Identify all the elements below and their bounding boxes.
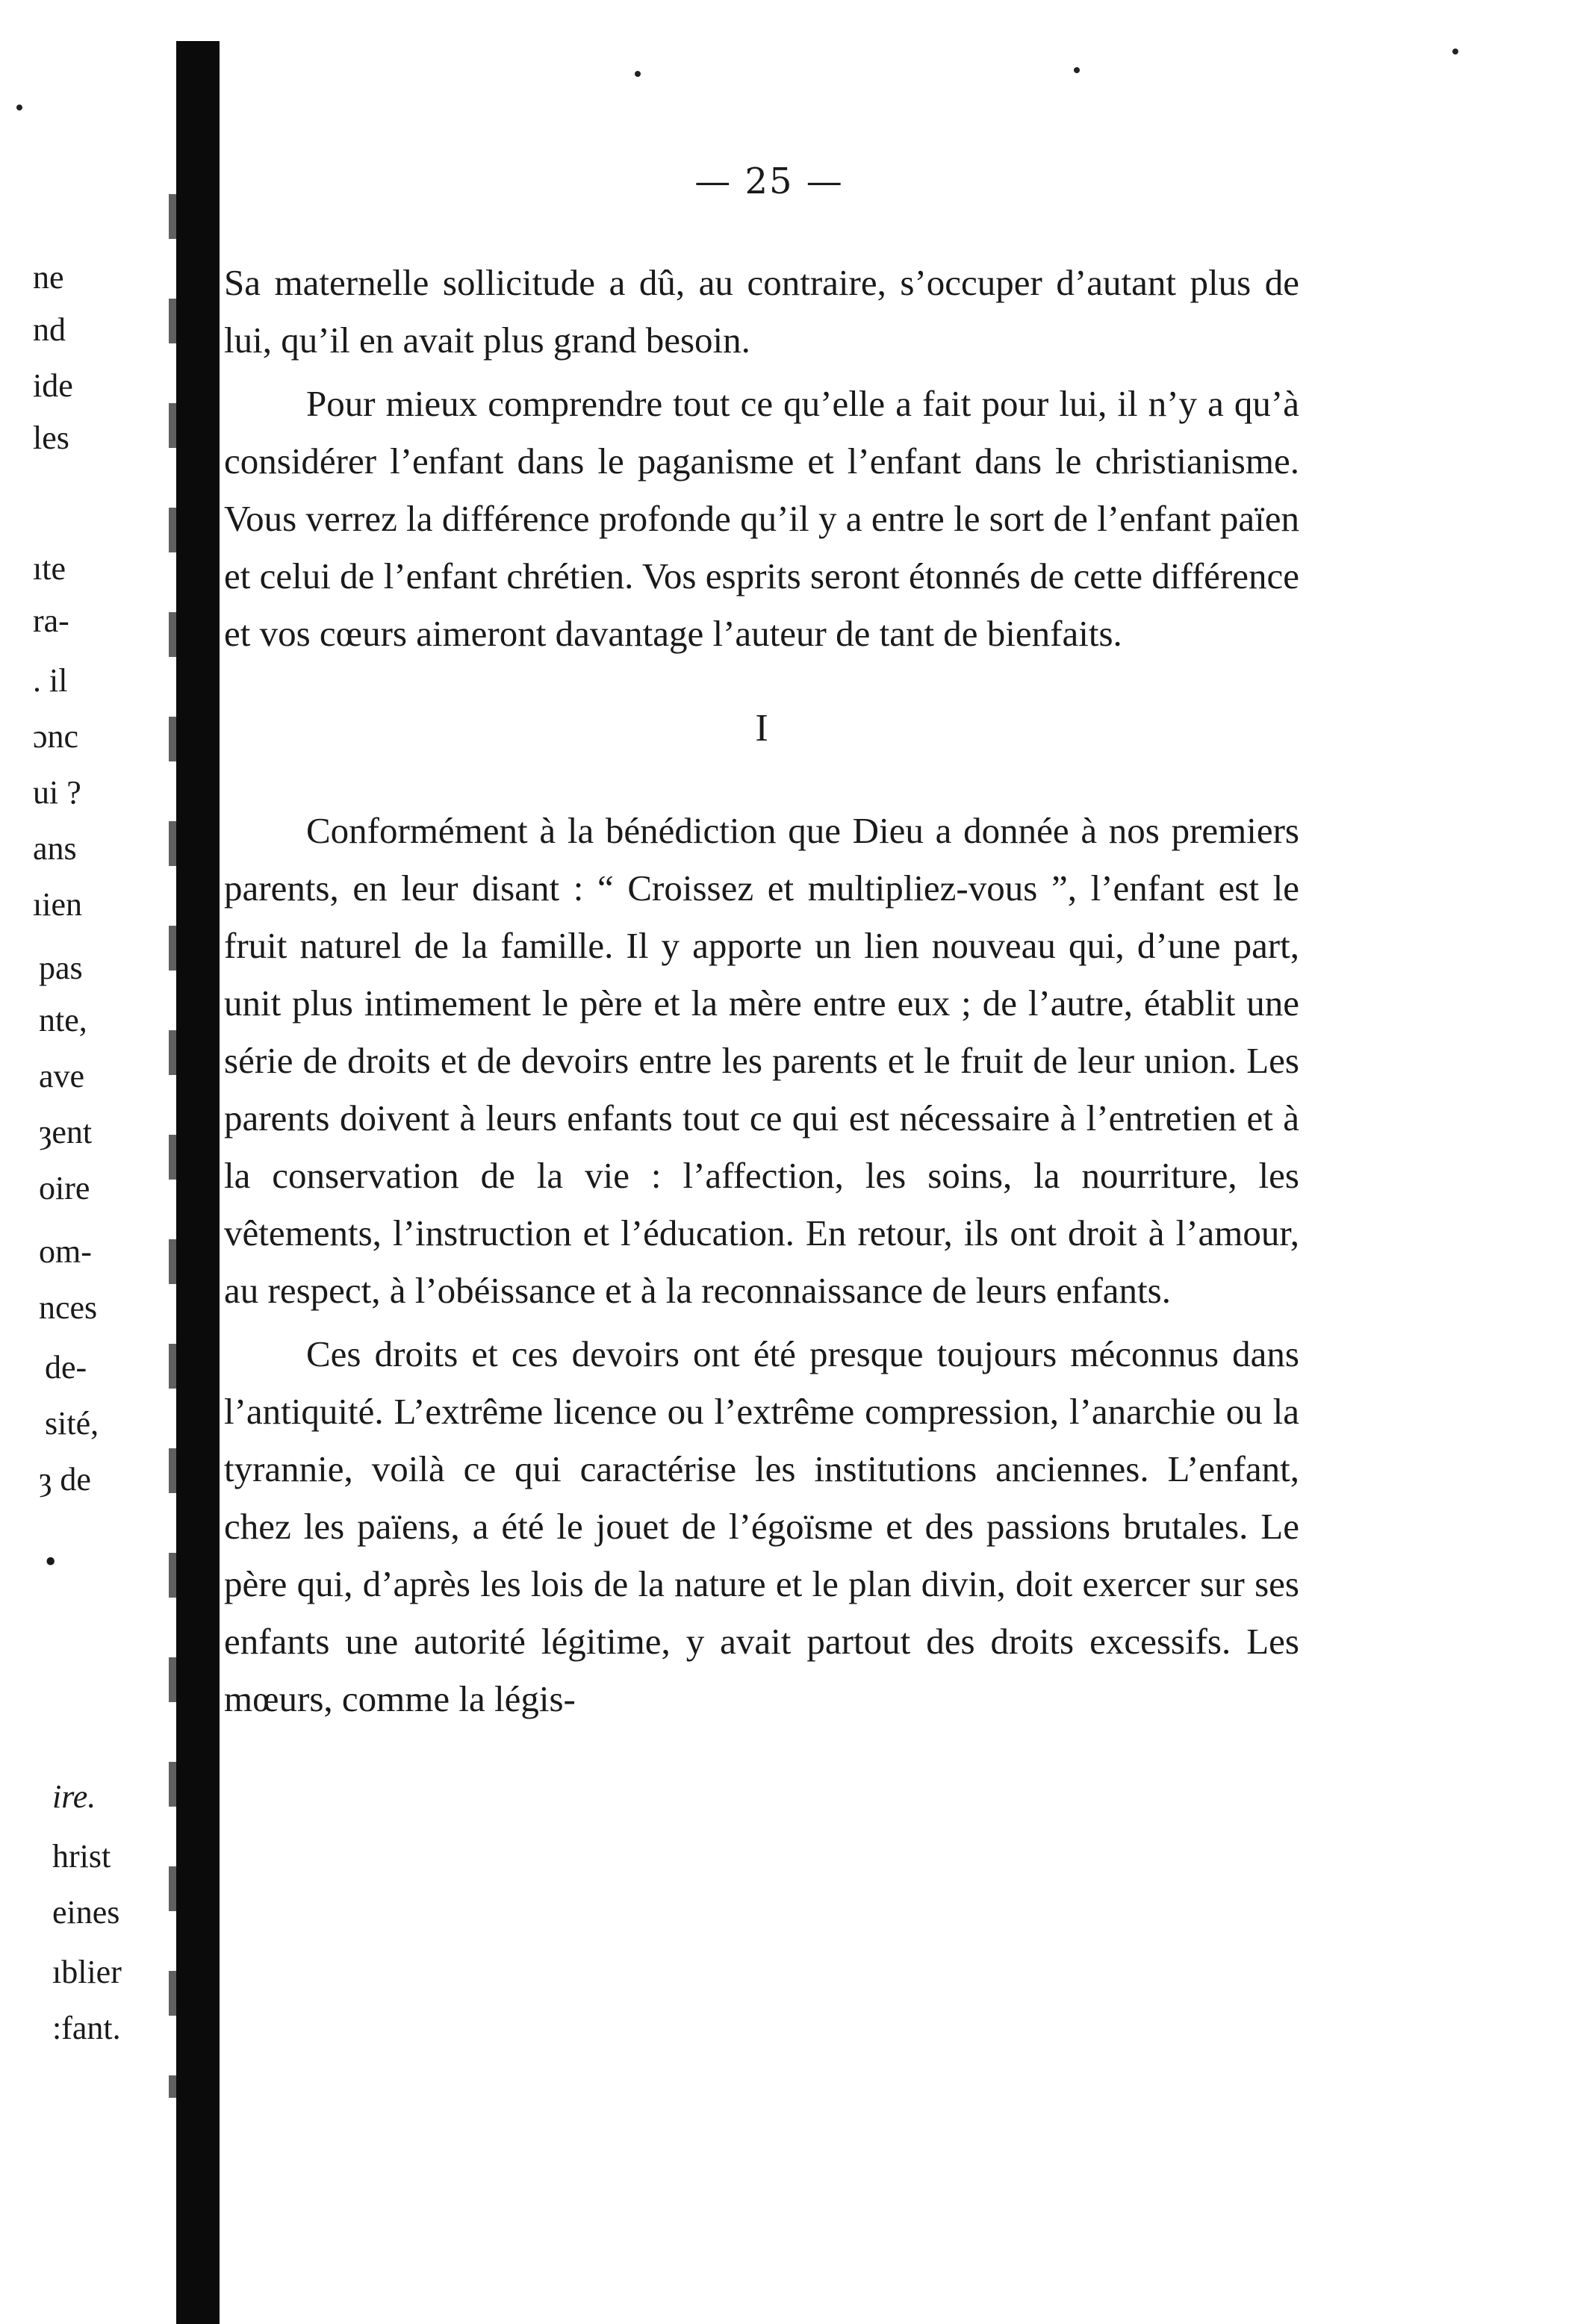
paragraph-3: Conformément à la bénédiction que Dieu a donnée à nos premiers parents, en leur disant : “ Croissez et multipliez-vous ”, l’enfant est le fruit naturel de la famille. Il y apporte un lien nouveau qui, d’une part, unit plus intimement le père et la mère entre eux ; de l’autre, établit une série de droits et de devoirs entre les parents et le fruit de leur union. Les parents doivent à leurs enfants tout ce qui est nécessaire à l’entretien et à la conservation de la vie : l’affection, les soins, la nourriture, les vêtements, l’instruction et l’éducation. En retour, ils ont droit à l’amour, au respect, à l’obéissance et à la reconnaissance de leurs enfants. bbox=[224, 810, 1299, 1311]
margin-fragment: ȝ de bbox=[39, 1461, 91, 1498]
scan-speck bbox=[1452, 49, 1458, 54]
margin-fragment: om- bbox=[39, 1233, 92, 1270]
margin-fragment: • bbox=[45, 1543, 57, 1580]
margin-fragment: oire bbox=[39, 1170, 90, 1206]
margin-fragment: ne bbox=[33, 259, 64, 296]
margin-fragment: nte, bbox=[39, 1002, 87, 1038]
page-body bbox=[224, 254, 1299, 1733]
margin-fragment: ire. bbox=[52, 1778, 96, 1815]
scan-speck bbox=[16, 105, 22, 110]
margin-fragment: ave bbox=[39, 1058, 85, 1094]
margin-fragment: hrist bbox=[52, 1838, 111, 1875]
binding-gutter bbox=[176, 41, 220, 2324]
section-heading: I bbox=[755, 707, 768, 750]
margin-fragment: pas bbox=[39, 950, 83, 986]
paragraph-2: Pour mieux comprendre tout ce qu’elle a fait pour lui, il n’y a qu’à considérer l’enfant dans le paganisme et l’enfant dans le christianisme. Vous verrez la différence profonde qu’il y a entre le sort de l’enfant païen et celui de l’enfant chrétien. Vos esprits seront étonnés de cette différence et vos cœurs aimeront davantage l’auteur de tant de bienfaits. bbox=[224, 383, 1299, 654]
margin-fragment: eines bbox=[52, 1894, 120, 1931]
margin-fragment: ıte bbox=[33, 550, 66, 587]
margin-fragment: de- bbox=[45, 1349, 87, 1386]
margin-fragment: ra- bbox=[33, 602, 69, 639]
margin-fragment: ɔnc bbox=[33, 718, 79, 755]
paragraph-1: Sa maternelle sollicitude a dû, au contraire, s’occuper d’autant plus de lui, qu’il en avait plus grand besoin. bbox=[224, 262, 1299, 361]
margin-fragment: ans bbox=[33, 830, 77, 867]
book-page bbox=[224, 0, 1314, 2324]
margin-fragment: nces bbox=[39, 1289, 98, 1326]
margin-fragment: sité, bbox=[45, 1405, 99, 1442]
paragraph-4: Ces droits et ces devoirs ont été presque toujours méconnus dans l’antiquité. L’extrême licence ou l’extrême compression, l’anarchie ou la tyrannie, voilà ce qui caractérise les institutions anciennes. L’enfant, chez les païens, a été le jouet de l’égoïsme et des passions brutales. Le père qui, d’après les lois de la nature et le plan divin, doit exercer sur ses enfants une autorité légitime, y avait partout des droits excessifs. Les mœurs, comme la légis- bbox=[224, 1333, 1299, 1719]
margin-fragment: ıien bbox=[33, 886, 82, 923]
page-number: — 25 — bbox=[694, 161, 844, 202]
margin-fragment: les bbox=[33, 420, 69, 456]
margin-fragment: ıblier bbox=[52, 1954, 122, 1990]
margin-fragment: nd bbox=[33, 311, 66, 348]
margin-fragment: ȝent bbox=[39, 1114, 93, 1150]
margin-fragment: . il bbox=[33, 662, 68, 699]
margin-fragment: ide bbox=[33, 367, 73, 404]
margin-fragment: ui ? bbox=[33, 774, 81, 811]
margin-fragment: :fant. bbox=[52, 2010, 121, 2046]
facing-page-margin bbox=[0, 0, 149, 2324]
